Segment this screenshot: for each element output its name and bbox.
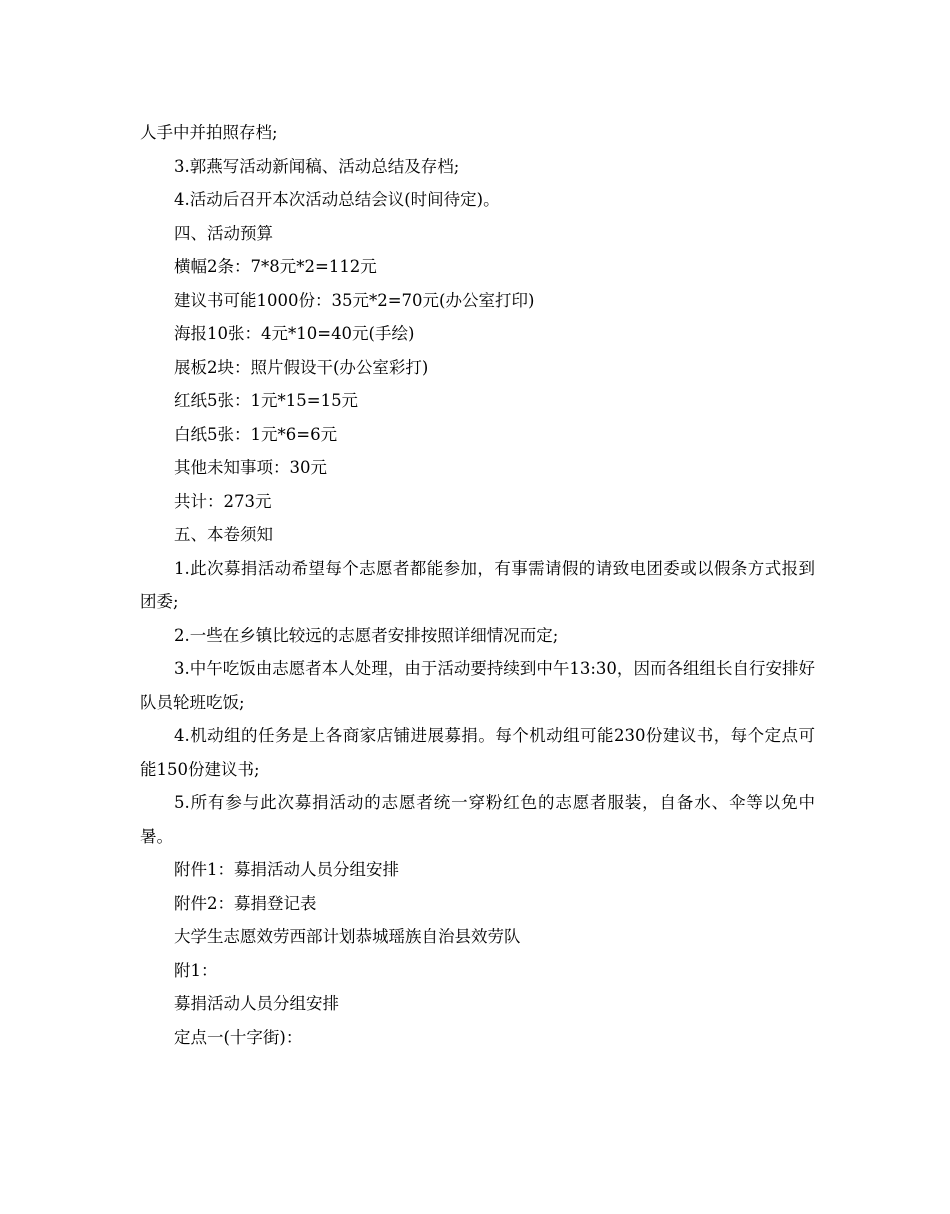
section-heading-budget: 四、活动预算: [174, 223, 273, 243]
location-one: 定点一(十字街)：: [174, 1027, 303, 1047]
appendix-label: 附1：: [174, 960, 218, 980]
attachment-1: 附件1：募捐活动人员分组安排: [174, 860, 399, 879]
note-item-5: 5.所有参与此次募捐活动的志愿者统一穿粉红色的志愿者服装，自备水、伞等以免中暑。: [140, 793, 815, 846]
budget-line-white-paper: 白纸5张：1元*6=6元: [174, 424, 338, 444]
organization-name: 大学生志愿效劳西部计划恭城瑶族自治县效劳队: [174, 927, 521, 946]
budget-line-poster: 海报10张：4元*10=40元(手绘): [174, 324, 415, 343]
budget-line-banner: 横幅2条：7*8元*2=112元: [174, 257, 377, 276]
paragraph-item-3: 3.郭燕写活动新闻稿、活动总结及存档;: [174, 156, 460, 176]
appendix-title: 募捐活动人员分组安排: [174, 994, 339, 1013]
paragraph-item-4: 4.活动后召开本次活动总结会议(时间待定)。: [174, 190, 500, 209]
budget-line-board: 展板2块：照片假设干(办公室彩打): [174, 357, 429, 377]
document-body: [140, 116, 815, 1054]
note-item-2: 2.一些在乡镇比较远的志愿者安排按照详细情况而定;: [174, 625, 559, 645]
budget-line-proposal: 建议书可能1000份：35元*2=70元(办公室打印): [174, 290, 535, 310]
section-heading-notes: 五、本卷须知: [174, 525, 273, 544]
note-item-4: 4.机动组的任务是上各商家店铺进展募捐。每个机动组可能230份建议书，每个定点可能150份建议书;: [140, 726, 815, 779]
note-item-3: 3.中午吃饭由志愿者本人处理，由于活动要持续到中午13:30，因而各组组长自行安排好队员轮班吃饭;: [140, 659, 815, 712]
paragraph-continuation: 人手中并拍照存档;: [140, 123, 278, 142]
budget-line-red-paper: 红纸5张：1元*15=15元: [174, 391, 359, 410]
budget-line-other: 其他未知事项：30元: [174, 458, 327, 477]
note-item-1: 1.此次募捐活动希望每个志愿者都能参加，有事需请假的请致电团委或以假条方式报到团委;: [140, 558, 815, 611]
budget-total: 共计：273元: [174, 491, 272, 511]
attachment-2: 附件2：募捐登记表: [174, 893, 317, 913]
